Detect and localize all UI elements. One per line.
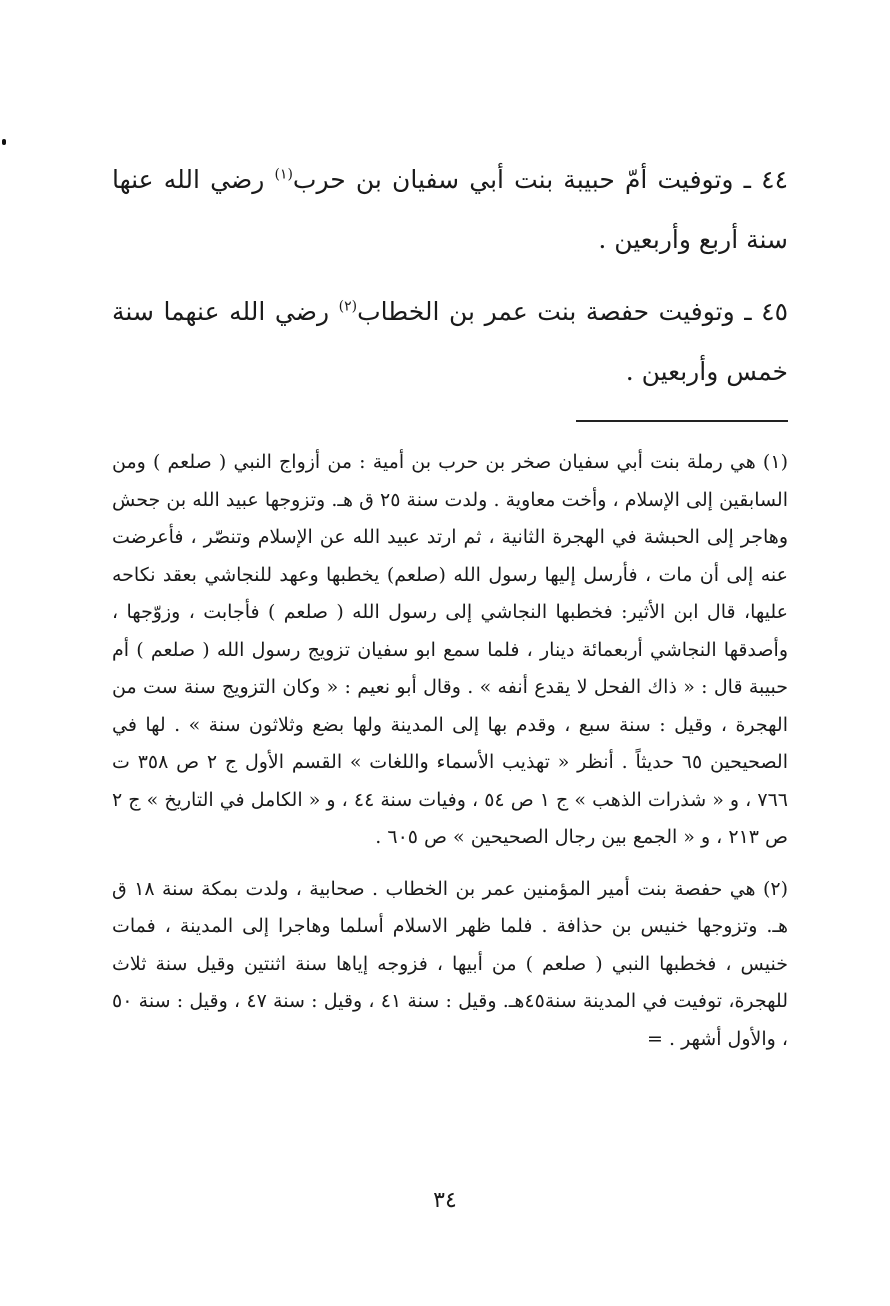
entry-text-continued: رضي الله عنها سنة أربع وأربعين . — [112, 165, 788, 254]
footnote-ref: (١) — [274, 166, 293, 183]
entry-text: وتوفيت حفصة بنت عمر بن الخطاب — [357, 297, 735, 326]
page-number: ٣٤ — [433, 1188, 457, 1213]
entry-text: وتوفيت أمّ حبيبة بنت أبي سفيان بن حرب — [292, 165, 734, 194]
entry-44 — [112, 150, 788, 270]
page-body — [112, 150, 788, 1072]
footnote-ref: (٢) — [338, 298, 358, 315]
entry-text-continued: رضي الله عنهما سنة خمس وأربعين . — [112, 297, 788, 386]
footnote-2: (٢) هي حفصة بنت أمير المؤمنين عمر بن الخطاب . صحابية ، ولدت بمكة سنة ١٨ ق هـ. وتزوجها خنيس بن حذافة . فلما ظهر الاسلام أسلما وهاجرا إلى المدينة ، فمات خنيس ، فخطبها النبي ( صلعم ) من أبيها ، فزوجه إياها سنة اثنتين وقيل سنة ثلاث للهجرة، توفيت في المدينة سنة٤٥هـ. وقيل : سنة ٤١ ، وقيل : سنة ٤٧ ، وقيل : سنة ٥٠ ، والأول أشهر . = — [112, 877, 789, 1050]
entry-45 — [112, 282, 788, 402]
edge-mark — [2, 139, 6, 145]
entry-number: ٤٥ ـ — [744, 297, 789, 326]
footnote-separator — [576, 420, 788, 422]
footnote-1: (١) هي رملة بنت أبي سفيان صخر بن حرب بن أمية : من أزواج النبي ( صلعم ) ومن السابقين إلى الإسلام ، وأخت معاوية . ولدت سنة ٢٥ ق هـ. وتزوجها عبيد الله بن جحش وهاجر إلى الحبشة في الهجرة الثانية ، ثم ارتد عبيد الله عن الإسلام وتنصّر ، فأعرضت عنه إلى أن مات ، فأرسل إليها رسول الله (صلعم) يخطبها وعهد للنجاشي بعقد نكاحه عليها، قال ابن الأثير: فخطبها النجاشي إلى رسول الله ( صلعم ) فأجابت ، وزوّجها ، وأصدقها النجاشي أربعمائة دينار ، فلما سمع ابو سفيان تزويج رسول الله ( صلعم ) أم حبيبة قال : « ذاك الفحل لا يقدع أنفه » . وقال أبو نعيم : « وكان التزويج سنة ست من الهجرة ، وقيل : سنة سبع ، وقدم بها إلى المدينة ولها بضع وثلاثون سنة » . لها في الصحيحين ٦٥ حديثاً . أنظر « تهذيب الأسماء واللغات » القسم الأول ج ٢ ص ٣٥٨ ت ٧٦٦ ، و « شذرات الذهب » ج ١ ص ٥٤ ، وفيات سنة ٤٤ ، و « الكامل في التاريخ » ج ٢ ص ٢١٣ ، و « الجمع بين رجال الصحيحين » ص ٦٠٥ . — [112, 451, 788, 848]
entry-number: ٤٤ ـ — [743, 165, 788, 194]
